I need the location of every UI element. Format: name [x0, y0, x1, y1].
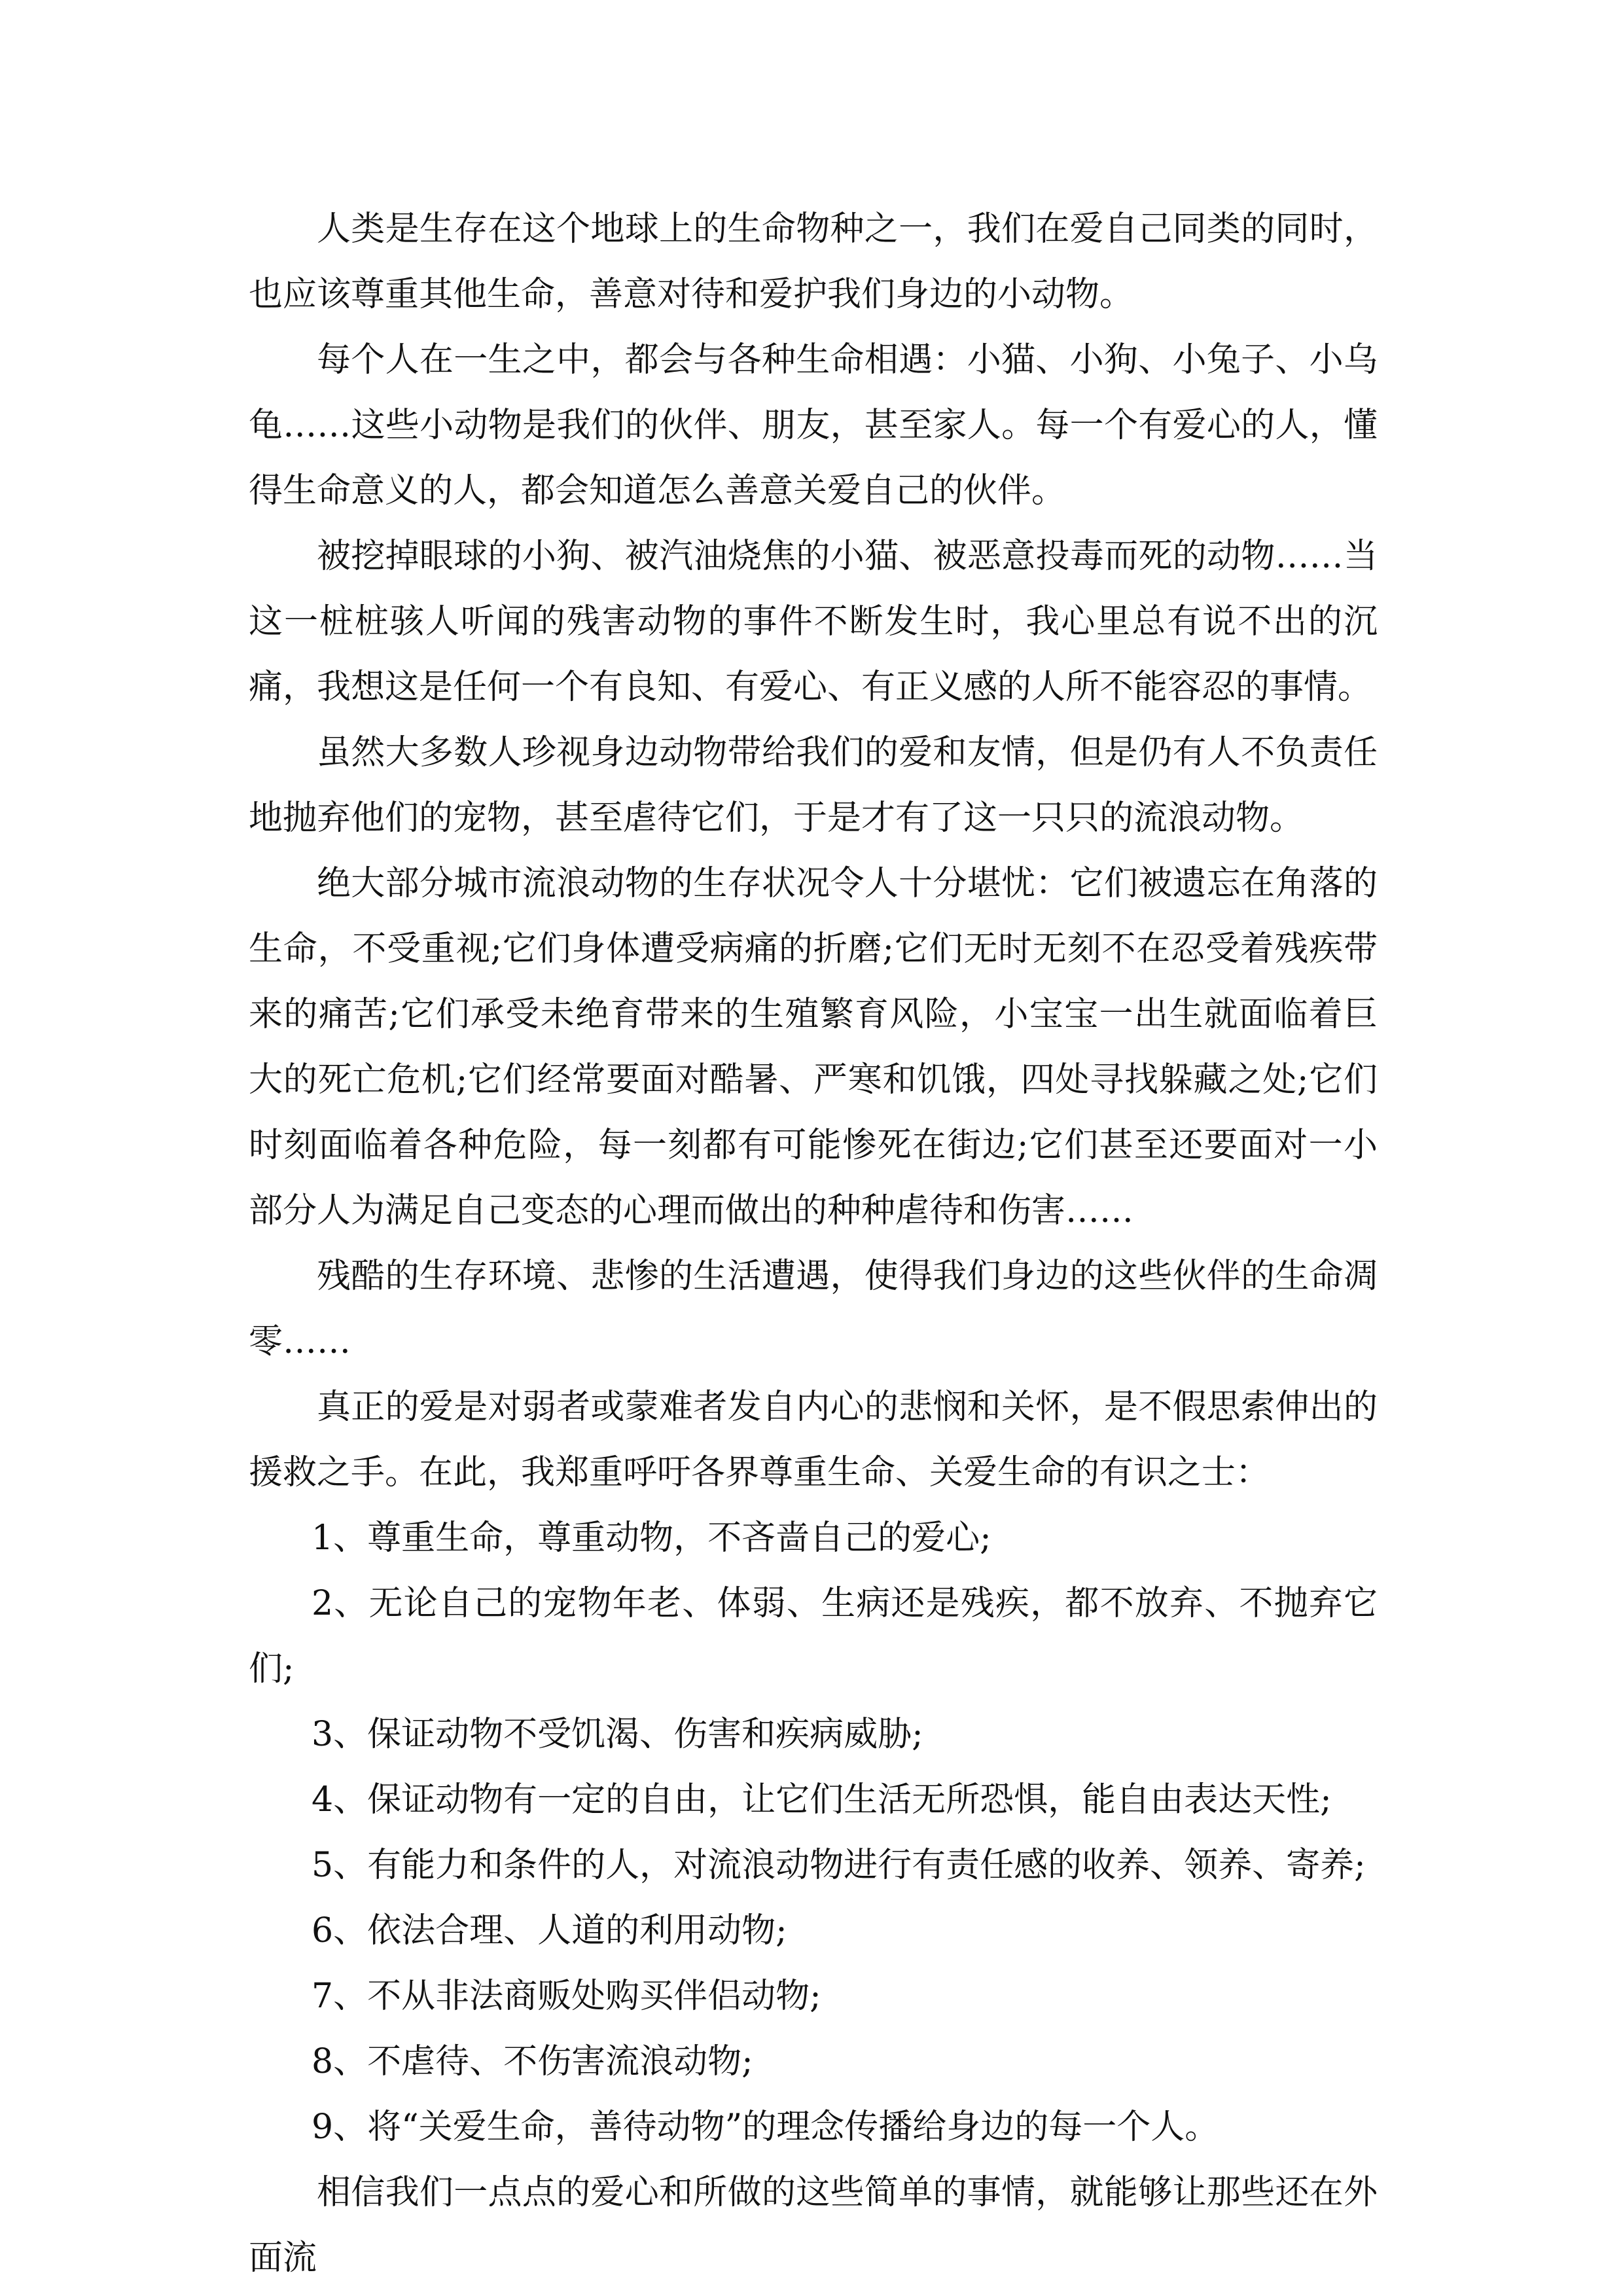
paragraph-appeal: 真正的爱是对弱者或蒙难者发自内心的悲悯和关怀，是不假思索伸出的援救之手。在此，我郑重呼吁各界尊重生命、关爱生命的有识之士： [249, 1388, 1378, 1492]
list-item: 7、不从非法商贩处购买伴侣动物; [312, 1977, 821, 2016]
paragraph-harsh-environment: 残酷的生存环境、悲惨的生活遭遇，使得我们身边的这些伙伴的生命凋零…… [249, 1257, 1378, 1361]
list-item: 6、依法合理、人道的利用动物; [312, 1911, 787, 1950]
list-item: 2、无论自己的宠物年老、体弱、生病还是残疾，都不放弃、不抛弃它们; [249, 1584, 1378, 1689]
paragraph-closing: 相信我们一点点的爱心和所做的这些简单的事情，就能够让那些还在外面流 [249, 2173, 1378, 2278]
list-item: 3、保证动物不受饥渴、伤害和疾病威胁; [312, 1715, 923, 1754]
list-item: 5、有能力和条件的人，对流浪动物进行有责任感的收养、领养、寄养; [312, 1846, 1366, 1885]
document-page [249, 196, 1378, 2291]
list-item: 1、尊重生命，尊重动物，不吝啬自己的爱心; [312, 1518, 991, 1558]
list-item: 4、保证动物有一定的自由，让它们生活无所恐惧，能自由表达天性; [312, 1780, 1332, 1820]
list-item: 8、不虐待、不伤害流浪动物; [312, 2042, 753, 2081]
paragraph-cruelty: 被挖掉眼球的小狗、被汽油烧焦的小猫、被恶意投毒而死的动物……当这一桩桩骇人听闻的残害动物的事件不断发生时，我心里总有说不出的沉痛，我想这是任何一个有良知、有爱心、有正义感的人所不能容忍的事情。 [249, 537, 1378, 707]
list-item: 9、将“关爱生命，善待动物”的理念传播给身边的每一个人。 [312, 2108, 1219, 2147]
paragraph-encounters: 每个人在一生之中，都会与各种生命相遇：小猫、小狗、小兔子、小乌龟……这些小动物是我们的伙伴、朋友，甚至家人。每一个有爱心的人，懂得生命意义的人，都会知道怎么善意关爱自己的伙伴。 [249, 340, 1378, 511]
paragraph-intro: 人类是生存在这个地球上的生命物种之一，我们在爱自己同类的同时，也应该尊重其他生命，善意对待和爱护我们身边的小动物。 [249, 209, 1378, 314]
paragraph-abandonment: 虽然大多数人珍视身边动物带给我们的爱和友情，但是仍有人不负责任地抛弃他们的宠物，甚至虐待它们，于是才有了这一只只的流浪动物。 [249, 733, 1378, 838]
paragraph-stray-conditions: 绝大部分城市流浪动物的生存状况令人十分堪忧：它们被遗忘在角落的生命，不受重视;它们身体遭受病痛的折磨;它们无时无刻不在忍受着残疾带来的痛苦;它们承受未绝育带来的生殖繁育风险，小宝宝一出生就面临着巨大的死亡危机;它们经常要面对酷暑、严寒和饥饿，四处寻找躲藏之处;它们时刻面临着各种危险，每一刻都有可能惨死在街边;它们甚至还要面对一小部分人为满足自己变态的心理而做出的种种虐待和伤害…… [249, 864, 1378, 1230]
